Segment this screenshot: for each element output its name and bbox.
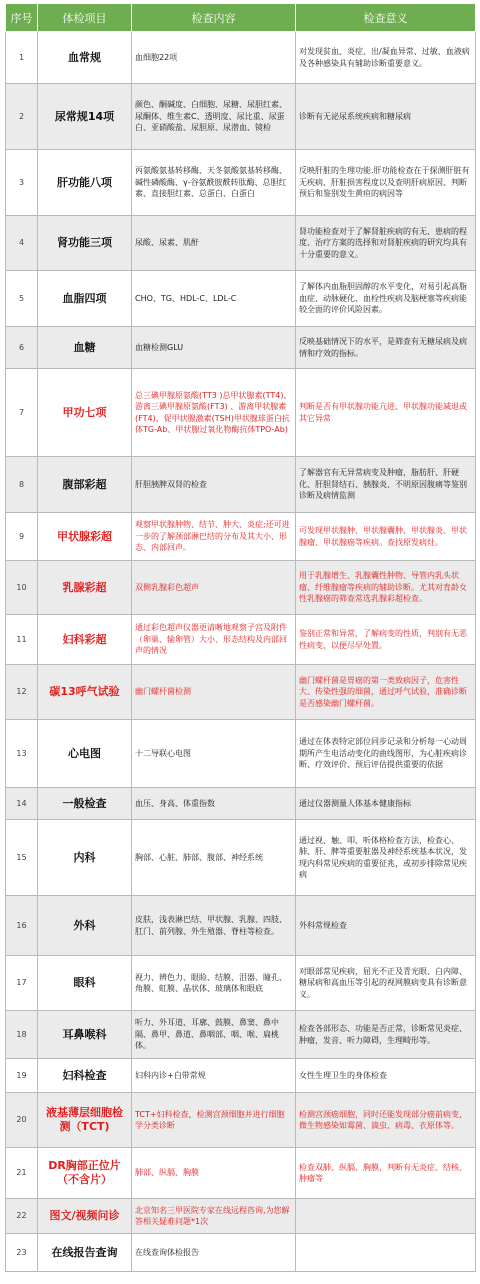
item-meaning: 了解器官有无异常病变及肿瘤，脂肪肝、肝硬化、肝胆肾结石、胰腺炎、不明原因腹痛等鉴别诊断及病情监测 <box>296 457 476 513</box>
table-row <box>6 1059 476 1093</box>
row-number: 13 <box>6 720 38 788</box>
item-content: 血糖检测GLU <box>132 327 296 369</box>
item-content: 尿酸、尿素、肌酐 <box>132 216 296 271</box>
table-row <box>6 956 476 1011</box>
item-meaning: 对发现贫血、炎症、出/凝血异常、过敏、血液病及各种感染具有辅助诊断重要意义。 <box>296 32 476 84</box>
item-content: CHO、TG、HDL-C、LDL-C <box>132 271 296 327</box>
item-name: 碳13呼气试验 <box>38 665 132 720</box>
row-number: 9 <box>6 513 38 561</box>
item-name: 甲功七项 <box>38 369 132 457</box>
table-row <box>6 615 476 665</box>
table-row <box>6 665 476 720</box>
item-meaning: 通过仪器测量人体基本健康指标 <box>296 788 476 820</box>
table-row <box>6 1148 476 1199</box>
item-name: 血糖 <box>38 327 132 369</box>
item-content: 肺部、纵膈、胸膜 <box>132 1148 296 1199</box>
table-header <box>6 4 476 32</box>
row-number: 14 <box>6 788 38 820</box>
item-content: 胸部、心脏、肺部、腹部、神经系统 <box>132 820 296 896</box>
table-row <box>6 513 476 561</box>
header-item: 体检项目 <box>38 4 132 32</box>
table-row <box>6 271 476 327</box>
item-name: 眼科 <box>38 956 132 1011</box>
table-body <box>6 32 476 1272</box>
row-number: 2 <box>6 84 38 150</box>
item-meaning: 外科常规检查 <box>296 896 476 956</box>
table-row <box>6 32 476 84</box>
item-meaning: 幽门螺杆菌是胃癌的第一类致病因子，危害性大、传染性强的细菌，通过呼气试验，准确诊断是否感染幽门螺杆菌。 <box>296 665 476 720</box>
item-content: 双侧乳腺彩色超声 <box>132 561 296 615</box>
item-content: 妇科内诊+白带常规 <box>132 1059 296 1093</box>
item-content: 观察甲状腺肿物、结节、肿大、炎症;还可进一步的了解颈部淋巴结的分布及其大小、形态、内部回声。 <box>132 513 296 561</box>
table-row <box>6 788 476 820</box>
item-name: 外科 <box>38 896 132 956</box>
table-row <box>6 1093 476 1148</box>
header-no: 序号 <box>6 4 38 32</box>
item-meaning: 检查各部形态、功能是否正常，诊断常见炎症、肿瘤，发音、听力障碍，生理畸形等。 <box>296 1011 476 1059</box>
item-name: 心电图 <box>38 720 132 788</box>
item-content: 皮肤，浅表淋巴结、甲状腺、乳腺、四肢、肛门、前列腺、外生殖器、脊柱等检查。 <box>132 896 296 956</box>
checkup-table <box>5 3 476 1272</box>
table-row <box>6 561 476 615</box>
item-meaning <box>296 1234 476 1272</box>
item-name: 肾功能三项 <box>38 216 132 271</box>
item-name: 图文/视频问诊 <box>38 1199 132 1234</box>
table-row <box>6 216 476 271</box>
item-content: 十二导联心电图 <box>132 720 296 788</box>
row-number: 11 <box>6 615 38 665</box>
item-content: 血细胞22项 <box>132 32 296 84</box>
table-row <box>6 457 476 513</box>
item-meaning: 检测宫颈癌细胞，同时还能发现部分癌前病变，微生物感染如霉菌、滴虫、病毒、衣原体等。 <box>296 1093 476 1148</box>
item-content: 血压、身高、体重指数 <box>132 788 296 820</box>
item-name: 液基薄层细胞检测（TCT) <box>38 1093 132 1148</box>
item-name: 肝功能八项 <box>38 150 132 216</box>
header-content: 检查内容 <box>132 4 296 32</box>
item-meaning: 了解体内血脂胆固醇的水平变化，对易引起高脂血症、动脉硬化、血栓性疾病及脑梗塞等疾病能较全面的评价风险因素。 <box>296 271 476 327</box>
item-name: DR胸部正位片（不含片） <box>38 1148 132 1199</box>
item-meaning: 肾功能检查对于了解肾脏疾病的有无、患病的程度、治疗方案的选择和对肾脏疾病的研究均具有十分重要的意义。 <box>296 216 476 271</box>
row-number: 23 <box>6 1234 38 1272</box>
item-meaning: 诊断有无泌尿系统疾病和糖尿病 <box>296 84 476 150</box>
table-row <box>6 820 476 896</box>
item-content: 颜色、酮碱度、白细胞、尿糖、尿胆红素、尿酮体、维生素C、透明度、尿比重、尿蛋白、亚硝酸盐、尿胆原、尿潜血、镜检 <box>132 84 296 150</box>
item-meaning: 用于乳腺增生、乳腺囊性肿物、导管内乳头状瘤、纤维腺瘤等疾病的辅助诊断。尤其对育龄女性乳腺癌的筛查常选乳腺彩超检查。 <box>296 561 476 615</box>
item-name: 一般检查 <box>38 788 132 820</box>
row-number: 8 <box>6 457 38 513</box>
item-meaning: 通过视、触、叩、听体格检查方法，检查心、肺、肝、脾等重要脏器及神经系统基本状况，发现内科常见疾病的重要征兆，或初步排除常见疾病 <box>296 820 476 896</box>
item-name: 妇科彩超 <box>38 615 132 665</box>
item-meaning: 反映基础情况下的水平，是筛查有无糖尿病及病情和疗效的指标。 <box>296 327 476 369</box>
item-name: 血脂四项 <box>38 271 132 327</box>
row-number: 18 <box>6 1011 38 1059</box>
item-meaning: 检查双肺、纵膈、胸膜，判断有无炎症、结核、肿瘤等 <box>296 1148 476 1199</box>
table-row <box>6 1234 476 1272</box>
item-meaning: 通过在体表特定部位同步记录和分析每一心动周期所产生电活动变化的曲线图形，为心脏疾病诊断、疗效评价、预后评估提供重要的依据 <box>296 720 476 788</box>
row-number: 17 <box>6 956 38 1011</box>
item-meaning: 反映肝脏的生理功能.肝功能检查在于探测肝脏有无疾病、肝脏损害程度以及查明肝病原因、判断预后和鉴别发生黄疸的病因等 <box>296 150 476 216</box>
row-number: 16 <box>6 896 38 956</box>
row-number: 6 <box>6 327 38 369</box>
table-row <box>6 720 476 788</box>
item-name: 尿常规14项 <box>38 84 132 150</box>
item-content: 北京知名三甲医院专家在线远程咨询,为您解答相关疑难问题*1次 <box>132 1199 296 1234</box>
item-meaning: 女性生理卫生的身体检查 <box>296 1059 476 1093</box>
item-content: 丙氨酸氨基转移酶、天冬氨酸氨基转移酶、碱性磷酸酶、γ-谷氨酰胺酰转肽酶、总胆红素、直接胆红素、总蛋白、白蛋白 <box>132 150 296 216</box>
item-meaning <box>296 1199 476 1234</box>
table-row <box>6 369 476 457</box>
item-meaning: 判断是否有甲状腺功能亢进、甲状腺功能减退或其它异常 <box>296 369 476 457</box>
row-number: 5 <box>6 271 38 327</box>
item-name: 血常规 <box>38 32 132 84</box>
row-number: 20 <box>6 1093 38 1148</box>
row-number: 4 <box>6 216 38 271</box>
item-content: 总三碘甲腺原氨酸(TT3 )总甲状腺素(TT4)、游离三碘甲腺原氨酸(FT3) 、游离甲状腺素(FT4)、促甲状腺激素(TSH)甲状腺球蛋白抗体TG-Ab、甲状腺过氧化物酶抗体TPO-Ab) <box>132 369 296 457</box>
row-number: 22 <box>6 1199 38 1234</box>
item-meaning: 可发现甲状腺肿、甲状腺囊肿、甲状腺炎、甲状腺瘤、甲状腺癌等疾病。查找原发病灶。 <box>296 513 476 561</box>
item-content: 幽门螺杆菌检测 <box>132 665 296 720</box>
table-row <box>6 896 476 956</box>
item-name: 耳鼻喉科 <box>38 1011 132 1059</box>
row-number: 21 <box>6 1148 38 1199</box>
item-name: 内科 <box>38 820 132 896</box>
table-row <box>6 327 476 369</box>
row-number: 19 <box>6 1059 38 1093</box>
row-number: 10 <box>6 561 38 615</box>
item-meaning: 对眼部常见疾病，屈光不正及青光眼、白内障、糖尿病和高血压等引起的视网膜病变具有诊断意义。 <box>296 956 476 1011</box>
row-number: 1 <box>6 32 38 84</box>
table-row <box>6 1199 476 1234</box>
table-row <box>6 1011 476 1059</box>
item-content: 通过彩色超声仪器更清晰地观察子宫及附件（卵巢、输卵管）大小、形态结构及内部回声的情况 <box>132 615 296 665</box>
item-name: 在线报告查询 <box>38 1234 132 1272</box>
table-row <box>6 150 476 216</box>
item-content: 肝胆胰脾双肾的检查 <box>132 457 296 513</box>
row-number: 15 <box>6 820 38 896</box>
item-content: 听力、外耳道、耳廓、鼓膜、鼻窦、鼻中隔、鼻甲、鼻道、鼻咽部、咽、喉、扁桃体。 <box>132 1011 296 1059</box>
item-meaning: 鉴别正常和异常，了解病变的性质，判别有无恶性病变，以便尽早处置。 <box>296 615 476 665</box>
row-number: 12 <box>6 665 38 720</box>
item-content: 视力、辨色力、眼睑、结膜、泪器、瞳孔、角膜、虹膜、晶状体、玻璃体和眼底 <box>132 956 296 1011</box>
item-content: 在线查询体检报告 <box>132 1234 296 1272</box>
row-number: 3 <box>6 150 38 216</box>
item-name: 妇科检查 <box>38 1059 132 1093</box>
row-number: 7 <box>6 369 38 457</box>
header-meaning: 检查意义 <box>296 4 476 32</box>
item-name: 乳腺彩超 <box>38 561 132 615</box>
table-row <box>6 84 476 150</box>
item-content: TCT+妇科检查，检测宫颈细胞并进行细胞学分类诊断 <box>132 1093 296 1148</box>
item-name: 腹部彩超 <box>38 457 132 513</box>
item-name: 甲状腺彩超 <box>38 513 132 561</box>
